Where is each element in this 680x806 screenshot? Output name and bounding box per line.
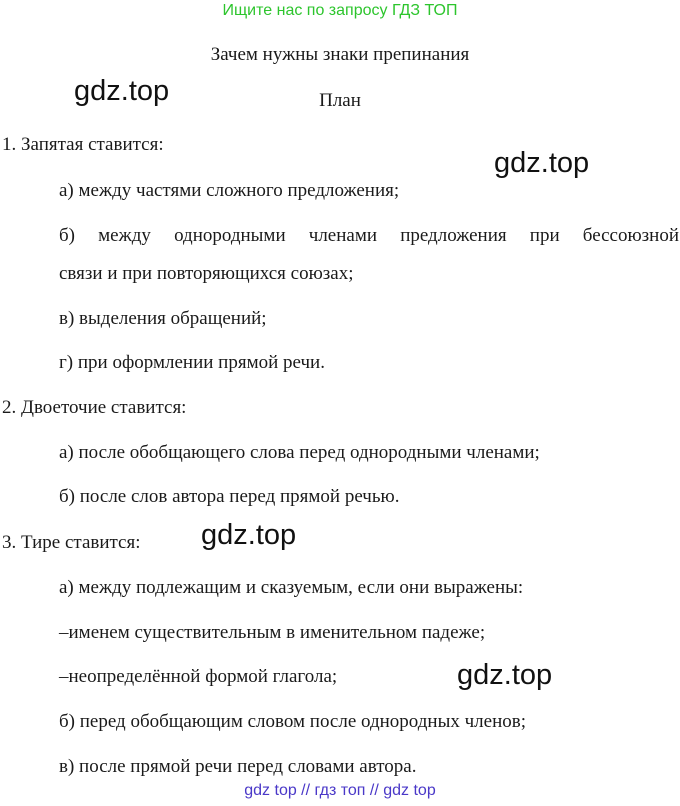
list-item: а) после обобщающего слова перед однородными членами; — [59, 442, 540, 463]
list-item: в) выделения обращений; — [59, 308, 267, 329]
list-item: а) между частями сложного предложения; — [59, 180, 400, 201]
watermark: gdz.top — [74, 75, 170, 107]
watermark: gdz.top — [457, 659, 553, 691]
footer-watermark: gdz top // гдз топ // gdz top — [244, 782, 436, 799]
list-item: а) между подлежащим и сказуемым, если они выражены: — [59, 577, 524, 598]
list-item: –именем существительным в именительном падеже; — [59, 622, 486, 643]
list-item: г) при оформлении прямой речи. — [59, 352, 325, 373]
list-item: б) после слов автора перед прямой речью. — [59, 486, 400, 507]
list-item: б) между однородными членами предложения при бессоюзной — [59, 225, 679, 246]
watermark: gdz.top — [201, 519, 297, 551]
section-heading-comma: 1. Запятая ставится: — [2, 134, 164, 155]
list-item: –неопределённой формой глагола; — [59, 666, 338, 687]
list-item: связи и при повторяющихся союзах; — [59, 263, 354, 284]
plan-heading: План — [319, 90, 361, 111]
watermark: gdz.top — [494, 147, 590, 179]
document-title: Зачем нужны знаки препинания — [210, 44, 470, 65]
list-item: б) перед обобщающим словом после однородных членов; — [59, 711, 526, 732]
section-heading-colon: 2. Двоеточие ставится: — [2, 397, 187, 418]
section-heading-dash: 3. Тире ставится: — [2, 532, 141, 553]
top-banner: Ищите нас по запросу ГДЗ ТОП — [222, 2, 458, 19]
list-item: в) после прямой речи перед словами автора. — [59, 756, 417, 777]
